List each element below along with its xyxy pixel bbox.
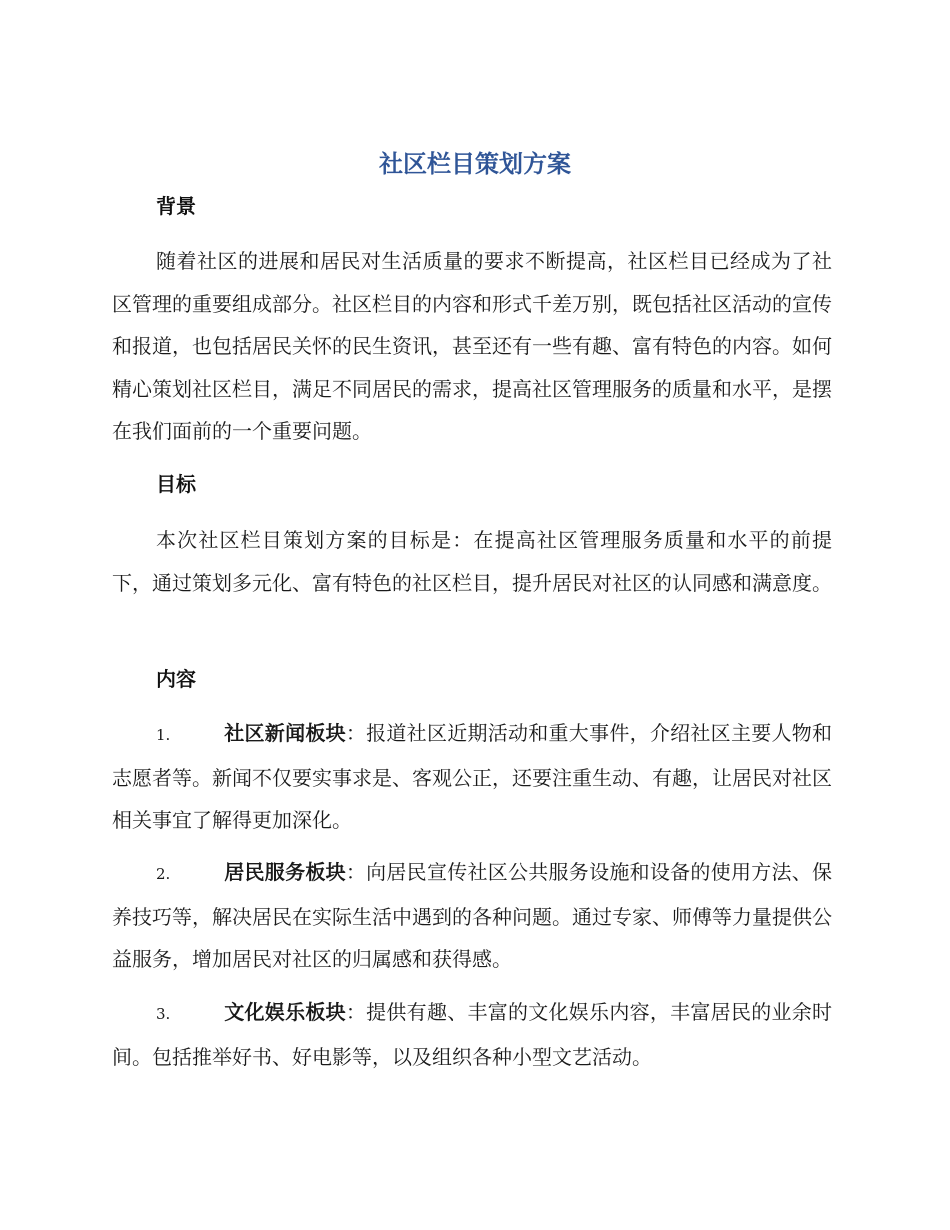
section-heading-content: 内容 <box>156 667 196 691</box>
list-item-label: 居民服务板块 <box>224 860 346 884</box>
list-item-label: 文化娱乐板块 <box>224 1000 346 1024</box>
list-item-text: ：报道社区近期活动和重大事件，介绍社区主要人物和志愿者等。新闻不仅要实事求是、客观公正，还要注重生动、有趣，让居民对社区相关事宜了解得更加深化。 <box>112 721 833 832</box>
section-heading-background: 背景 <box>156 194 196 218</box>
list-item-number: 1. <box>156 726 171 744</box>
list-item <box>112 712 832 842</box>
section-heading-goal: 目标 <box>156 472 196 496</box>
list-item <box>112 991 832 1078</box>
list-item-number: 3. <box>156 1005 171 1023</box>
list-item-text: ：向居民宣传社区公共服务设施和设备的使用方法、保养技巧等，解决居民在实际生活中遇到的各种问题。通过专家、师傅等力量提供公益服务，增加居民对社区的归属感和获得感。 <box>112 860 833 971</box>
list-item <box>112 851 832 981</box>
paragraph-goal: 本次社区栏目策划方案的目标是：在提高社区管理服务质量和水平的前提下，通过策划多元化、富有特色的社区栏目，提升居民对社区的认同感和满意度。 <box>112 528 832 595</box>
list-item-text: ：提供有趣、丰富的文化娱乐内容，丰富居民的业余时间。包括推举好书、好电影等，以及组织各种小型文艺活动。 <box>112 1000 833 1069</box>
paragraph-background: 随着社区的进展和居民对生活质量的要求不断提高，社区栏目已经成为了社区管理的重要组成部分。社区栏目的内容和形式千差万别，既包括社区活动的宣传和报道，也包括居民关怀的民生资讯，甚至还有一些有趣、富有特色的内容。如何精心策划社区栏目，满足不同居民的需求，提高社区管理服务的质量和水平，是摆在我们面前的一个重要问题。 <box>112 249 832 443</box>
document-title: 社区栏目策划方案 <box>379 150 571 178</box>
list-item-number: 2. <box>156 865 171 883</box>
list-item-label: 社区新闻板块 <box>224 721 346 745</box>
